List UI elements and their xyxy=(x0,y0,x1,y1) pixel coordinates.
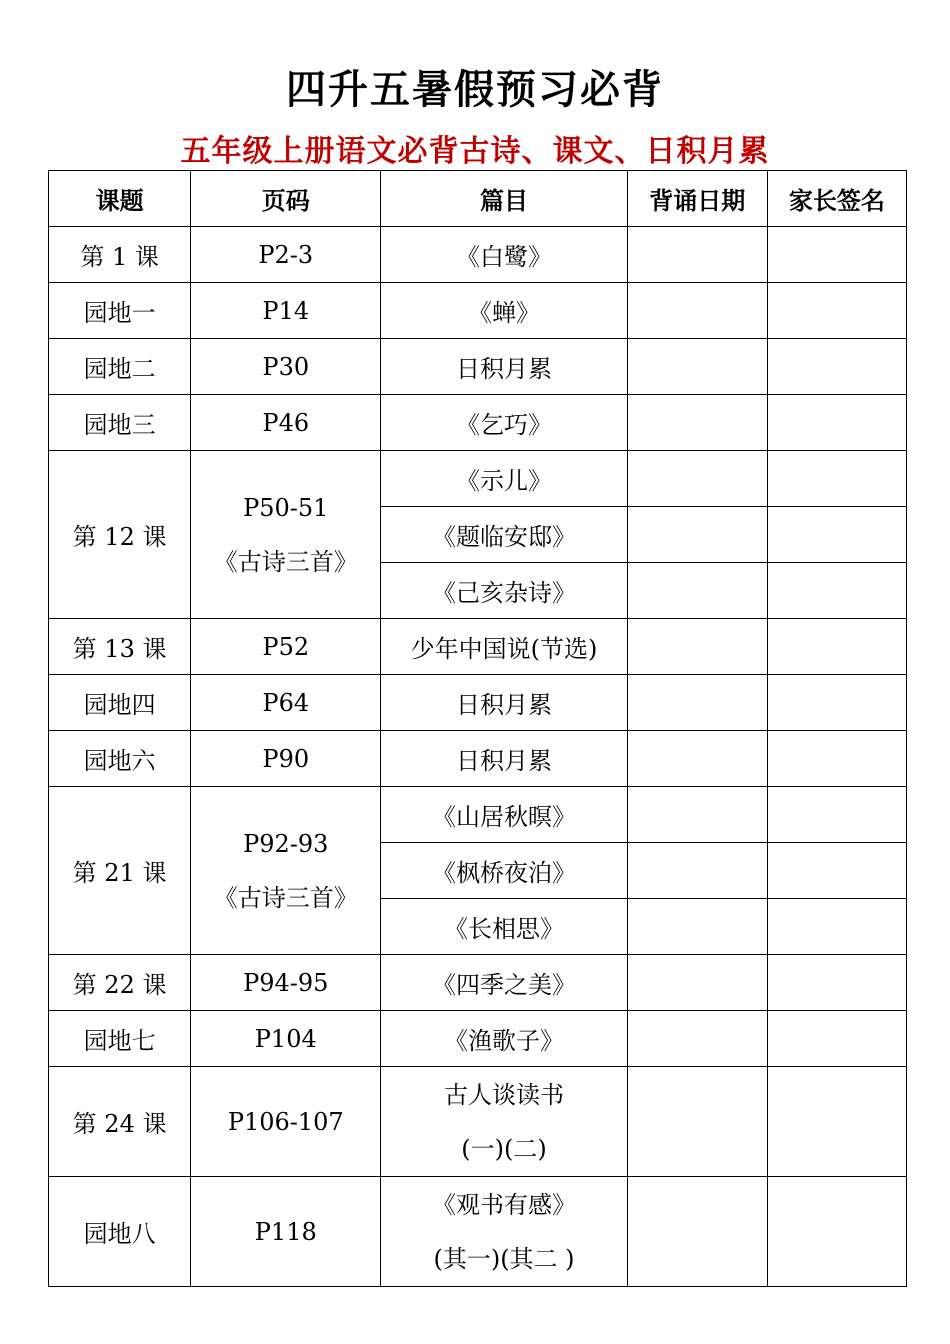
recite-date-cell[interactable] xyxy=(627,1011,767,1067)
page-note: 《古诗三首》 xyxy=(213,883,358,912)
recite-date-cell[interactable] xyxy=(627,395,767,451)
recite-date-cell[interactable] xyxy=(627,619,767,675)
title-cell: 日积月累 xyxy=(381,731,627,787)
recite-date-cell[interactable] xyxy=(627,955,767,1011)
page-cell: P106-107 xyxy=(191,1067,381,1177)
title-line: 《观书有感》 xyxy=(432,1190,577,1219)
signature-cell[interactable] xyxy=(767,619,906,675)
signature-cell[interactable] xyxy=(767,563,906,619)
signature-cell[interactable] xyxy=(767,395,906,451)
title-cell: 《蝉》 xyxy=(381,283,627,339)
title-cell: 日积月累 xyxy=(381,339,627,395)
recite-date-cell[interactable] xyxy=(627,1177,767,1287)
lesson-cell: 园地八 xyxy=(49,1177,191,1287)
signature-cell[interactable] xyxy=(767,507,906,563)
table-row xyxy=(49,1177,907,1287)
recite-date-cell[interactable] xyxy=(627,507,767,563)
page-range: P50-51 xyxy=(243,493,329,522)
lesson-cell: 园地二 xyxy=(49,339,191,395)
header-title: 篇目 xyxy=(381,171,627,227)
page-note: 《古诗三首》 xyxy=(213,547,358,576)
title-cell: 《己亥杂诗》 xyxy=(381,563,627,619)
page-title: 四升五暑假预习必背 xyxy=(286,67,664,113)
recite-date-cell[interactable] xyxy=(627,227,767,283)
recite-date-cell[interactable] xyxy=(627,339,767,395)
page-range: P92-93 xyxy=(243,829,329,858)
signature-cell[interactable] xyxy=(767,283,906,339)
title-cell: 《山居秋暝》 xyxy=(381,787,627,843)
recite-date-cell[interactable] xyxy=(627,843,767,899)
table-header-row xyxy=(49,171,907,227)
lesson-cell: 园地七 xyxy=(49,1011,191,1067)
recite-date-cell[interactable] xyxy=(627,675,767,731)
page-cell: P14 xyxy=(191,283,381,339)
signature-cell[interactable] xyxy=(767,227,906,283)
title-cell: 《白鹭》 xyxy=(381,227,627,283)
signature-cell[interactable] xyxy=(767,843,906,899)
lesson-cell: 第 12 课 xyxy=(49,451,191,619)
page-cell: P30 xyxy=(191,339,381,395)
table-row xyxy=(49,1011,907,1067)
lesson-cell: 园地六 xyxy=(49,731,191,787)
lesson-cell: 第 22 课 xyxy=(49,955,191,1011)
header-parent-signature: 家长签名 xyxy=(767,171,906,227)
page-cell: P46 xyxy=(191,395,381,451)
lesson-cell: 第 24 课 xyxy=(49,1067,191,1177)
recite-date-cell[interactable] xyxy=(627,899,767,955)
recite-date-cell[interactable] xyxy=(627,283,767,339)
signature-cell[interactable] xyxy=(767,899,906,955)
signature-cell[interactable] xyxy=(767,731,906,787)
lesson-cell: 第 13 课 xyxy=(49,619,191,675)
title-cell: 《枫桥夜泊》 xyxy=(381,843,627,899)
title-cell xyxy=(381,1067,627,1177)
lesson-cell: 园地四 xyxy=(49,675,191,731)
lesson-cell: 第 1 课 xyxy=(49,227,191,283)
table-row xyxy=(49,787,907,843)
page-cell: P52 xyxy=(191,619,381,675)
signature-cell[interactable] xyxy=(767,1011,906,1067)
table-row xyxy=(49,955,907,1011)
table-row xyxy=(49,1067,907,1177)
page-cell: P118 xyxy=(191,1177,381,1287)
title-cell: 《渔歌子》 xyxy=(381,1011,627,1067)
recite-date-cell[interactable] xyxy=(627,1067,767,1177)
lesson-cell: 园地一 xyxy=(49,283,191,339)
title-line: (一)(二) xyxy=(461,1134,547,1163)
signature-cell[interactable] xyxy=(767,675,906,731)
signature-cell[interactable] xyxy=(767,1177,906,1287)
page-cell: P94-95 xyxy=(191,955,381,1011)
header-lesson: 课题 xyxy=(49,171,191,227)
title-cell: 《四季之美》 xyxy=(381,955,627,1011)
signature-cell[interactable] xyxy=(767,339,906,395)
header-recite-date: 背诵日期 xyxy=(627,171,767,227)
table-row xyxy=(49,451,907,507)
signature-cell[interactable] xyxy=(767,787,906,843)
table-row xyxy=(49,619,907,675)
table-row xyxy=(49,731,907,787)
table-row xyxy=(49,339,907,395)
title-cell xyxy=(381,1177,627,1287)
title-cell: 日积月累 xyxy=(381,675,627,731)
signature-cell[interactable] xyxy=(767,1067,906,1177)
header-page: 页码 xyxy=(191,171,381,227)
recitation-table xyxy=(48,170,907,1287)
page-subtitle: 五年级上册语文必背古诗、课文、日积月累 xyxy=(180,134,770,169)
page-cell xyxy=(191,787,381,955)
title-cell: 《乞巧》 xyxy=(381,395,627,451)
recite-date-cell[interactable] xyxy=(627,451,767,507)
table-row xyxy=(49,283,907,339)
recite-date-cell[interactable] xyxy=(627,731,767,787)
page-cell: P64 xyxy=(191,675,381,731)
lesson-cell: 园地三 xyxy=(49,395,191,451)
lesson-cell: 第 21 课 xyxy=(49,787,191,955)
title-line: 古人谈读书 xyxy=(444,1080,565,1109)
title-cell: 《题临安邸》 xyxy=(381,507,627,563)
table-row xyxy=(49,675,907,731)
title-cell: 《长相思》 xyxy=(381,899,627,955)
signature-cell[interactable] xyxy=(767,955,906,1011)
page-cell: P90 xyxy=(191,731,381,787)
signature-cell[interactable] xyxy=(767,451,906,507)
page-cell: P2-3 xyxy=(191,227,381,283)
title-line: (其一)(其二 ) xyxy=(433,1244,575,1273)
page-cell: P104 xyxy=(191,1011,381,1067)
recite-date-cell[interactable] xyxy=(627,563,767,619)
recite-date-cell[interactable] xyxy=(627,787,767,843)
table-row xyxy=(49,227,907,283)
title-cell: 《示儿》 xyxy=(381,451,627,507)
table-row xyxy=(49,395,907,451)
title-cell: 少年中国说(节选) xyxy=(381,619,627,675)
page-cell xyxy=(191,451,381,619)
